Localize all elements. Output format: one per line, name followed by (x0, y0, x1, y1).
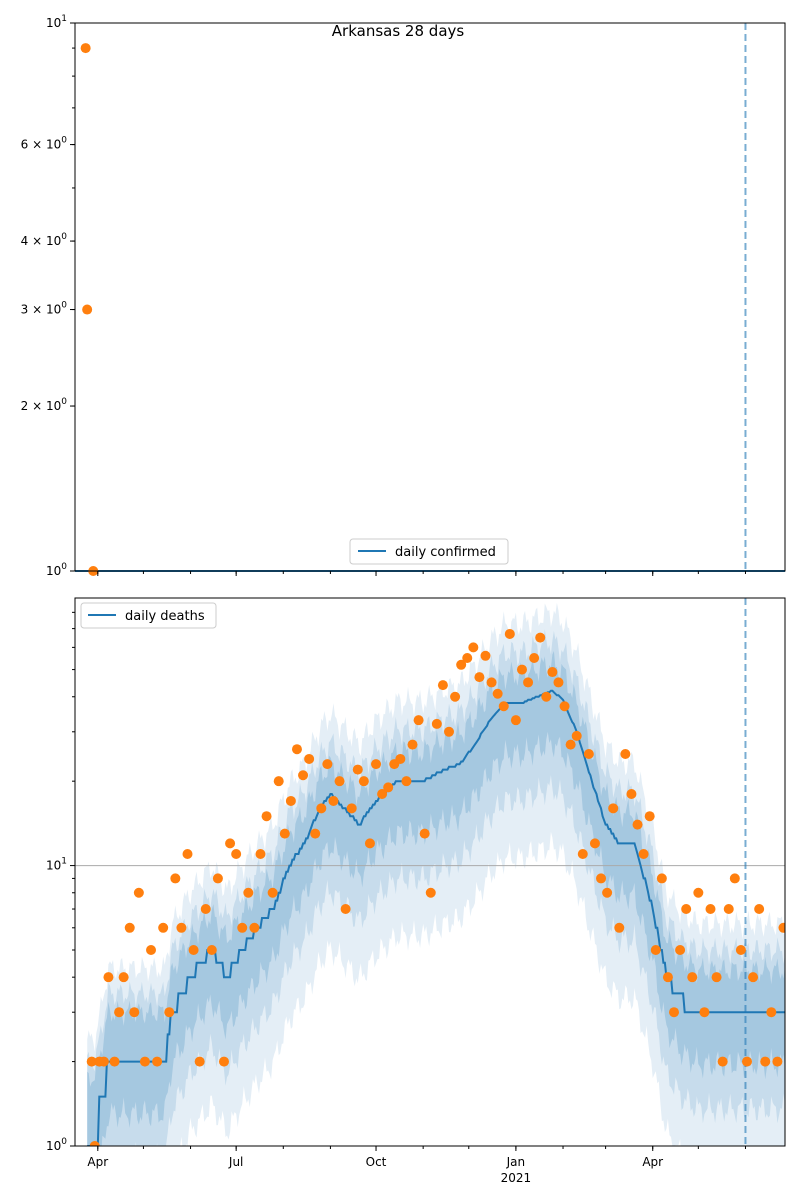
deaths-point (602, 888, 612, 898)
deaths-point (286, 796, 296, 806)
deaths-point (420, 829, 430, 839)
deaths-x-tick-label: Jul (228, 1155, 244, 1169)
deaths-point (681, 904, 691, 914)
deaths-point (268, 888, 278, 898)
deaths-point (614, 923, 624, 933)
deaths-point (152, 1057, 162, 1067)
deaths-point (626, 789, 636, 799)
deaths-point (572, 731, 582, 741)
deaths-point (249, 923, 259, 933)
deaths-point (675, 945, 685, 955)
deaths-point (742, 1057, 752, 1067)
deaths-x-axis (87, 1146, 745, 1169)
confirmed-point (82, 305, 92, 315)
deaths-x-tick-label: Apr (87, 1155, 109, 1169)
confirmed-panel (21, 14, 785, 578)
deaths-point (103, 972, 113, 982)
deaths-point (164, 1007, 174, 1017)
deaths-point (651, 945, 661, 955)
deaths-point (359, 776, 369, 786)
deaths-point (426, 888, 436, 898)
confirmed-plot-frame (75, 23, 785, 571)
deaths-panel (46, 598, 788, 1200)
confirmed-y-tick-label: $3 \times 10^0$ (20, 300, 67, 317)
deaths-point (499, 701, 509, 711)
deaths-point (584, 749, 594, 759)
deaths-point (129, 1007, 139, 1017)
deaths-point (119, 972, 129, 982)
deaths-point (505, 629, 515, 639)
deaths-point (462, 653, 472, 663)
deaths-point (474, 672, 484, 682)
deaths-point (99, 1057, 109, 1067)
deaths-point (316, 803, 326, 813)
deaths-point (262, 811, 272, 821)
deaths-point (146, 945, 156, 955)
deaths-point (620, 749, 630, 759)
x-axis-year-label: 2021 (500, 1171, 532, 1185)
deaths-point (231, 849, 241, 859)
confirmed-point (81, 43, 91, 53)
deaths-point (237, 923, 247, 933)
deaths-point (645, 811, 655, 821)
deaths-point (438, 680, 448, 690)
deaths-point (772, 1057, 782, 1067)
deaths-point (699, 1007, 709, 1017)
deaths-bands (87, 603, 785, 1200)
deaths-point (225, 838, 235, 848)
deaths-point (547, 667, 557, 677)
deaths-point (395, 754, 405, 764)
deaths-point (633, 820, 643, 830)
deaths-point (493, 689, 503, 699)
confirmed-legend (350, 539, 508, 564)
confirmed-y-tick-label: $6 \times 10^0$ (20, 135, 67, 152)
deaths-point (183, 849, 193, 859)
deaths-x-tick-label: Apr (642, 1155, 664, 1169)
deaths-uncertainty-band (87, 603, 785, 1200)
deaths-point (170, 873, 180, 883)
deaths-point (778, 923, 788, 933)
deaths-point (304, 754, 314, 764)
confirmed-lines (75, 23, 785, 571)
deaths-point (517, 665, 527, 675)
deaths-point (748, 972, 758, 982)
confirmed-y-axis (21, 14, 75, 578)
deaths-point (125, 923, 135, 933)
deaths-point (219, 1057, 229, 1067)
deaths-point (140, 1057, 150, 1067)
deaths-point (693, 888, 703, 898)
deaths-point (408, 740, 418, 750)
deaths-point (511, 715, 521, 725)
confirmed-y-tick-label: $2 \times 10^0$ (20, 397, 67, 414)
deaths-point (766, 1007, 776, 1017)
deaths-point (280, 829, 290, 839)
deaths-point (724, 904, 734, 914)
deaths-point (298, 770, 308, 780)
deaths-point (158, 923, 168, 933)
deaths-point (487, 677, 497, 687)
deaths-point (176, 923, 186, 933)
deaths-y-tick-label: $10^0$ (45, 1137, 67, 1153)
deaths-point (736, 945, 746, 955)
confirmed-legend-label: daily confirmed (395, 545, 496, 560)
deaths-point (529, 653, 539, 663)
deaths-point (560, 701, 570, 711)
deaths-point (590, 838, 600, 848)
deaths-point (213, 873, 223, 883)
deaths-point (310, 829, 320, 839)
deaths-point (730, 873, 740, 883)
deaths-point (706, 904, 716, 914)
deaths-point (353, 765, 363, 775)
deaths-point (535, 633, 545, 643)
deaths-point (292, 744, 302, 754)
deaths-legend (81, 603, 216, 628)
deaths-x-tick-label: Jan (506, 1155, 526, 1169)
deaths-point (335, 776, 345, 786)
deaths-point (523, 677, 533, 687)
deaths-legend-label: daily deaths (125, 609, 205, 624)
deaths-point (341, 904, 351, 914)
deaths-point (480, 651, 490, 661)
deaths-point (754, 904, 764, 914)
deaths-point (134, 888, 144, 898)
deaths-point (669, 1007, 679, 1017)
deaths-point (322, 759, 332, 769)
deaths-point (365, 838, 375, 848)
deaths-point (371, 759, 381, 769)
deaths-point (110, 1057, 120, 1067)
deaths-point (639, 849, 649, 859)
deaths-point (274, 776, 284, 786)
deaths-point (657, 873, 667, 883)
deaths-point (663, 972, 673, 982)
deaths-point (566, 740, 576, 750)
confirmed-y-tick-label: $4 \times 10^0$ (20, 232, 67, 249)
deaths-point (383, 782, 393, 792)
deaths-point (347, 803, 357, 813)
deaths-point (468, 642, 478, 652)
deaths-point (401, 776, 411, 786)
deaths-x-tick-label: Oct (365, 1155, 387, 1169)
deaths-point (712, 972, 722, 982)
deaths-y-axis (46, 612, 75, 1153)
deaths-point (450, 692, 460, 702)
deaths-point (243, 888, 253, 898)
deaths-point (432, 719, 442, 729)
deaths-point (578, 849, 588, 859)
deaths-point (553, 677, 563, 687)
deaths-point (687, 972, 697, 982)
deaths-point (718, 1057, 728, 1067)
deaths-point (189, 945, 199, 955)
deaths-point (255, 849, 265, 859)
deaths-y-tick-label: $10^1$ (45, 856, 67, 873)
deaths-point (444, 727, 454, 737)
deaths-point (195, 1057, 205, 1067)
deaths-point (541, 692, 551, 702)
confirmed-y-tick-label: $10^1$ (45, 14, 67, 30)
deaths-point (207, 945, 217, 955)
deaths-point (114, 1007, 124, 1017)
confirmed-points (81, 43, 99, 576)
chart-title: Arkansas 28 days (331, 22, 465, 40)
deaths-point (414, 715, 424, 725)
deaths-point (760, 1057, 770, 1067)
confirmed-y-tick-label: $10^0$ (45, 562, 67, 578)
deaths-point (328, 796, 338, 806)
deaths-point (201, 904, 211, 914)
deaths-point (596, 873, 606, 883)
deaths-point (608, 803, 618, 813)
